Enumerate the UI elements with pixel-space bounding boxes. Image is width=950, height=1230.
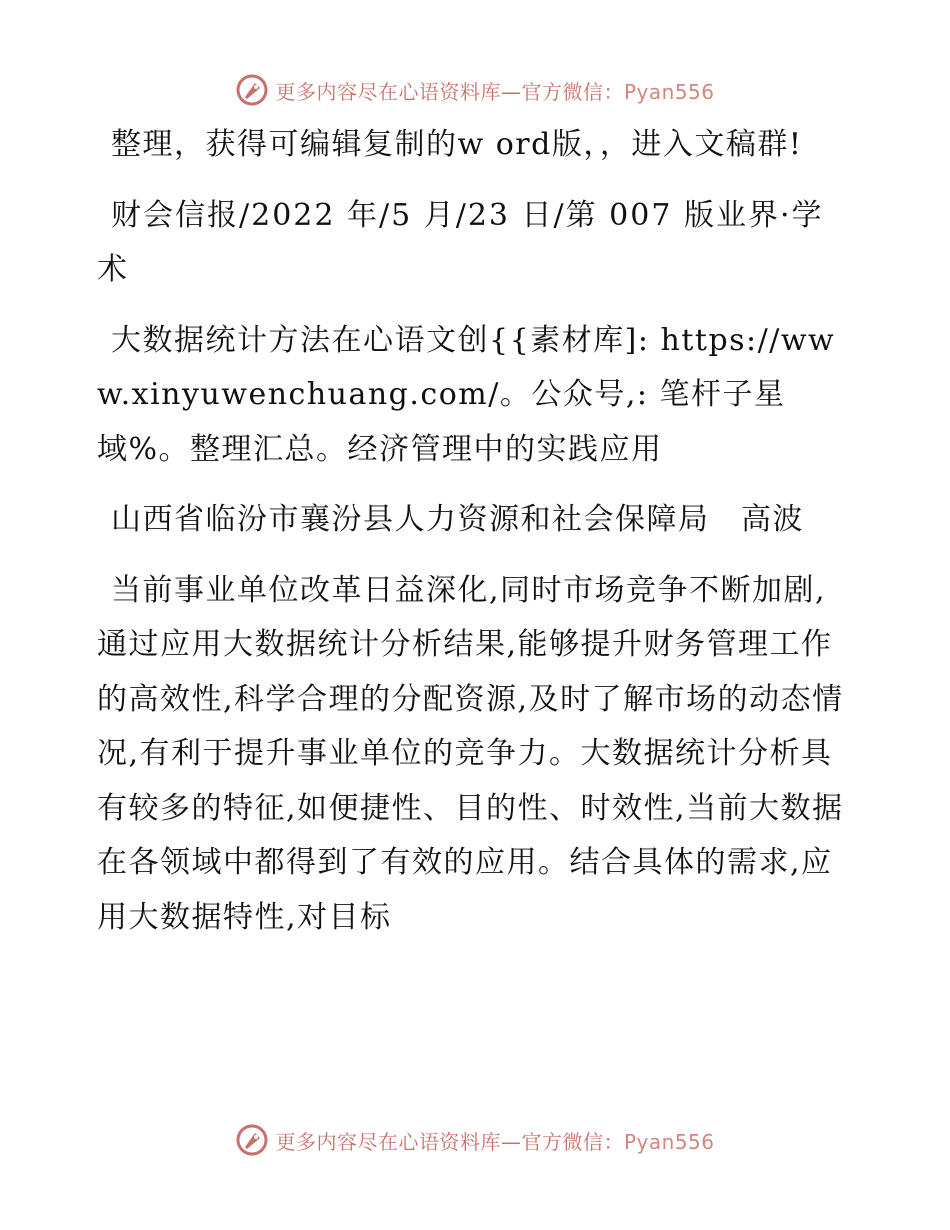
banner-dash: —: [500, 79, 522, 104]
pen-nib-logo-icon: [235, 73, 269, 107]
banner-wechat-id: Pyan556: [623, 79, 715, 104]
banner-text: [275, 76, 714, 105]
banner-text: [275, 1126, 714, 1155]
paragraph-article-title: 大数据统计方法在心语文创{{素材库]: https://www.xinyuwenchuang.com/。公众号,: 笔杆子星域%。整理汇总。经济管理中的实践应用: [97, 322, 836, 467]
banner-label: 官方微信：: [521, 79, 624, 104]
banner-dash: —: [500, 1129, 522, 1154]
paragraph-body-text: 当前事业单位改革日益深化,同时市场竞争不断加剧,通过应用大数据统计分析结果,能够提升财务管理工作的高效性,科学合理的分配资源,及时了解市场的动态情况,有利于提升事业单位的竞争力。大数据统计分析具有较多的特征,如便捷性、目的性、时效性,当前大数据在各领域中都得到了有效的应用。结合具体的需求,应用大数据特性,对目标: [97, 572, 844, 935]
header-watermark-banner: [0, 70, 950, 110]
banner-prefix: 更多内容尽在心语资料库: [275, 1129, 501, 1154]
banner-wechat-id: Pyan556: [623, 1129, 715, 1154]
pen-nib-logo-icon: [235, 1123, 269, 1157]
banner-label: 官方微信：: [521, 1129, 624, 1154]
paragraph-author-line: 山西省临汾市襄汾县人力资源和社会保障局 高波: [111, 502, 804, 537]
footer-watermark-banner: [0, 1120, 950, 1160]
banner-prefix: 更多内容尽在心语资料库: [275, 79, 501, 104]
paragraph-intro-note: 整理，获得可编辑复制的w ord版，，进入文稿群!: [111, 127, 803, 162]
paragraph-source-line: 财会信报/2022 年/5 月/23 日/第 007 版业界·学术: [97, 197, 824, 287]
document-body: [97, 118, 853, 961]
